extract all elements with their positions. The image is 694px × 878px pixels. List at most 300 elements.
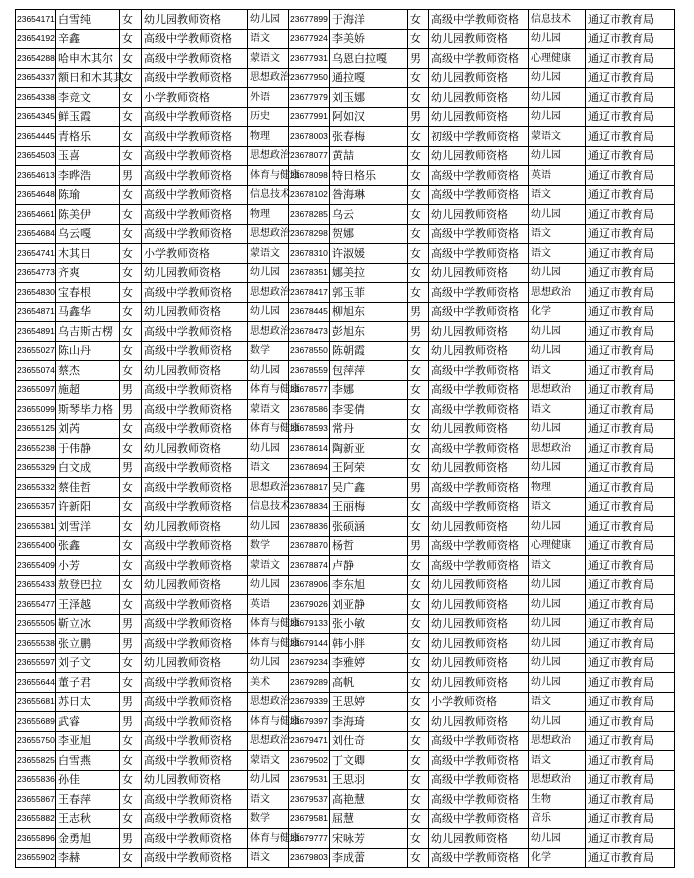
right-gender-cell: 女 [408,263,429,283]
left-id-cell: 23655357 [16,497,56,517]
left-subject-cell: 体育与健康 [248,166,289,186]
left-name-cell: 董子君 [56,673,120,693]
left-subject-cell: 幼儿园 [248,361,289,381]
office-cell: 通辽市教育局 [586,556,675,576]
left-qualification-cell: 幼儿园教师资格 [142,439,248,459]
office-cell: 通辽市教育局 [586,107,675,127]
table-row [16,322,675,342]
right-subject-cell: 幼儿园 [529,419,586,439]
office-cell: 通辽市教育局 [586,283,675,303]
left-id-cell: 23655538 [16,634,56,654]
left-gender-cell: 男 [120,380,142,400]
left-name-cell: 孙佳 [56,770,120,790]
right-id-cell: 23678836 [289,517,330,537]
right-id-cell: 23678102 [289,185,330,205]
right-qualification-cell: 幼儿园教师资格 [429,653,529,673]
office-cell: 通辽市教育局 [586,146,675,166]
right-name-cell: 彭旭东 [330,322,408,342]
right-id-cell: 23679339 [289,692,330,712]
left-subject-cell: 幼儿园 [248,653,289,673]
left-id-cell: 23655597 [16,653,56,673]
right-subject-cell: 幼儿园 [529,29,586,49]
left-id-cell: 23655074 [16,361,56,381]
left-name-cell: 苏日太 [56,692,120,712]
table-row [16,419,675,439]
left-gender-cell: 男 [120,166,142,186]
right-qualification-cell: 幼儿园教师资格 [429,673,529,693]
right-id-cell: 23677931 [289,49,330,69]
left-gender-cell: 女 [120,575,142,595]
office-cell: 通辽市教育局 [586,224,675,244]
right-id-cell: 23677979 [289,88,330,108]
right-subject-cell: 幼儿园 [529,595,586,615]
right-qualification-cell: 高级中学教师资格 [429,380,529,400]
right-subject-cell: 语文 [529,224,586,244]
right-id-cell: 23679234 [289,653,330,673]
right-gender-cell: 女 [408,458,429,478]
left-subject-cell: 体育与健康 [248,712,289,732]
right-id-cell: 23678445 [289,302,330,322]
office-cell: 通辽市教育局 [586,88,675,108]
left-gender-cell: 女 [120,341,142,361]
right-qualification-cell: 小学教师资格 [429,692,529,712]
left-gender-cell: 男 [120,458,142,478]
left-name-cell: 刘芮 [56,419,120,439]
right-qualification-cell: 高级中学教师资格 [429,224,529,244]
left-id-cell: 23655505 [16,614,56,634]
right-name-cell: 王思婷 [330,692,408,712]
left-qualification-cell: 高级中学教师资格 [142,419,248,439]
right-name-cell: 卢静 [330,556,408,576]
left-id-cell: 23655332 [16,478,56,498]
right-name-cell: 刘仕奇 [330,731,408,751]
right-gender-cell: 女 [408,283,429,303]
left-name-cell: 蔡杰 [56,361,120,381]
left-id-cell: 23654171 [16,10,56,30]
right-name-cell: 刘亚静 [330,595,408,615]
right-qualification-cell: 高级中学教师资格 [429,10,529,30]
left-name-cell: 李赫 [56,848,120,868]
left-id-cell: 23654288 [16,49,56,69]
office-cell: 通辽市教育局 [586,614,675,634]
right-id-cell: 23678310 [289,244,330,264]
office-cell: 通辽市教育局 [586,517,675,537]
right-subject-cell: 语文 [529,497,586,517]
right-qualification-cell: 高级中学教师资格 [429,731,529,751]
left-subject-cell: 幼儿园 [248,517,289,537]
left-qualification-cell: 高级中学教师资格 [142,595,248,615]
table-row [16,88,675,108]
right-subject-cell: 思想政治 [529,439,586,459]
left-subject-cell: 思想政治 [248,478,289,498]
right-name-cell: 屈慧 [330,809,408,829]
left-name-cell: 王春萍 [56,790,120,810]
left-name-cell: 张鑫 [56,536,120,556]
left-qualification-cell: 高级中学教师资格 [142,614,248,634]
left-subject-cell: 美术 [248,673,289,693]
right-qualification-cell: 高级中学教师资格 [429,49,529,69]
left-gender-cell: 女 [120,439,142,459]
left-qualification-cell: 高级中学教师资格 [142,380,248,400]
left-qualification-cell: 高级中学教师资格 [142,634,248,654]
left-qualification-cell: 高级中学教师资格 [142,185,248,205]
office-cell: 通辽市教育局 [586,751,675,771]
right-gender-cell: 女 [408,166,429,186]
table-row [16,575,675,595]
left-name-cell: 白雪燕 [56,751,120,771]
right-qualification-cell: 幼儿园教师资格 [429,29,529,49]
right-name-cell: 李成蕾 [330,848,408,868]
right-gender-cell: 男 [408,536,429,556]
office-cell: 通辽市教育局 [586,302,675,322]
right-gender-cell: 男 [408,478,429,498]
left-qualification-cell: 高级中学教师资格 [142,68,248,88]
left-qualification-cell: 幼儿园教师资格 [142,361,248,381]
left-qualification-cell: 高级中学教师资格 [142,29,248,49]
right-subject-cell: 幼儿园 [529,575,586,595]
table-row [16,127,675,147]
right-qualification-cell: 幼儿园教师资格 [429,205,529,225]
right-id-cell: 23678906 [289,575,330,595]
right-name-cell: 包萍萍 [330,361,408,381]
table-row [16,829,675,849]
left-id-cell: 23655644 [16,673,56,693]
right-qualification-cell: 幼儿园教师资格 [429,419,529,439]
right-qualification-cell: 幼儿园教师资格 [429,107,529,127]
right-id-cell: 23678694 [289,458,330,478]
right-gender-cell: 男 [408,322,429,342]
left-name-cell: 白雪纯 [56,10,120,30]
left-subject-cell: 语文 [248,848,289,868]
right-qualification-cell: 高级中学教师资格 [429,166,529,186]
right-gender-cell: 女 [408,653,429,673]
left-name-cell: 陈美伊 [56,205,120,225]
left-gender-cell: 女 [120,107,142,127]
left-qualification-cell: 高级中学教师资格 [142,322,248,342]
left-name-cell: 王志秋 [56,809,120,829]
left-gender-cell: 男 [120,829,142,849]
table-row [16,634,675,654]
table-row [16,400,675,420]
right-subject-cell: 语文 [529,361,586,381]
left-name-cell: 陈山丹 [56,341,120,361]
left-name-cell: 斯琴毕力格 [56,400,120,420]
right-qualification-cell: 高级中学教师资格 [429,790,529,810]
right-subject-cell: 物理 [529,478,586,498]
left-id-cell: 23654345 [16,107,56,127]
table-row [16,809,675,829]
left-subject-cell: 幼儿园 [248,575,289,595]
right-gender-cell: 女 [408,10,429,30]
left-qualification-cell: 高级中学教师资格 [142,536,248,556]
left-id-cell: 23655381 [16,517,56,537]
right-subject-cell: 化学 [529,848,586,868]
right-gender-cell: 女 [408,146,429,166]
right-qualification-cell: 高级中学教师资格 [429,283,529,303]
left-gender-cell: 女 [120,478,142,498]
left-qualification-cell: 小学教师资格 [142,244,248,264]
office-cell: 通辽市教育局 [586,166,675,186]
right-gender-cell: 女 [408,595,429,615]
left-name-cell: 刘子文 [56,653,120,673]
office-cell: 通辽市教育局 [586,673,675,693]
left-id-cell: 23654830 [16,283,56,303]
left-subject-cell: 英语 [248,595,289,615]
office-cell: 通辽市教育局 [586,458,675,478]
left-name-cell: 齐爽 [56,263,120,283]
right-qualification-cell: 幼儿园教师资格 [429,614,529,634]
table-row [16,517,675,537]
left-subject-cell: 幼儿园 [248,439,289,459]
right-gender-cell: 女 [408,419,429,439]
left-gender-cell: 女 [120,361,142,381]
right-name-cell: 丁文卿 [330,751,408,771]
right-subject-cell: 幼儿园 [529,634,586,654]
right-gender-cell: 女 [408,127,429,147]
right-subject-cell: 幼儿园 [529,673,586,693]
left-id-cell: 23654684 [16,224,56,244]
right-qualification-cell: 高级中学教师资格 [429,809,529,829]
right-name-cell: 张硕涵 [330,517,408,537]
left-subject-cell: 思想政治 [248,224,289,244]
left-qualification-cell: 高级中学教师资格 [142,341,248,361]
left-gender-cell: 女 [120,322,142,342]
left-subject-cell: 幼儿园 [248,10,289,30]
right-qualification-cell: 高级中学教师资格 [429,439,529,459]
table-row [16,751,675,771]
left-gender-cell: 女 [120,770,142,790]
left-gender-cell: 女 [120,263,142,283]
left-subject-cell: 幼儿园 [248,263,289,283]
left-gender-cell: 女 [120,146,142,166]
right-name-cell: 王丽梅 [330,497,408,517]
right-id-cell: 23679289 [289,673,330,693]
right-name-cell: 通拉嘎 [330,68,408,88]
right-id-cell: 23678473 [289,322,330,342]
right-id-cell: 23679133 [289,614,330,634]
table-row [16,146,675,166]
left-gender-cell: 男 [120,712,142,732]
office-cell: 通辽市教育局 [586,653,675,673]
right-subject-cell: 音乐 [529,809,586,829]
table-row [16,380,675,400]
right-id-cell: 23679471 [289,731,330,751]
right-name-cell: 韩小胖 [330,634,408,654]
left-id-cell: 23654338 [16,88,56,108]
left-id-cell: 23655477 [16,595,56,615]
left-id-cell: 23655238 [16,439,56,459]
left-qualification-cell: 幼儿园教师资格 [142,302,248,322]
left-qualification-cell: 高级中学教师资格 [142,107,248,127]
left-id-cell: 23655027 [16,341,56,361]
left-gender-cell: 男 [120,692,142,712]
right-name-cell: 吴广鑫 [330,478,408,498]
left-gender-cell: 男 [120,634,142,654]
office-cell: 通辽市教育局 [586,244,675,264]
right-gender-cell: 女 [408,848,429,868]
left-id-cell: 23655097 [16,380,56,400]
right-qualification-cell: 高级中学教师资格 [429,848,529,868]
left-gender-cell: 女 [120,88,142,108]
right-id-cell: 23678614 [289,439,330,459]
right-id-cell: 23679537 [289,790,330,810]
left-id-cell: 23655750 [16,731,56,751]
right-name-cell: 柳旭东 [330,302,408,322]
right-qualification-cell: 高级中学教师资格 [429,478,529,498]
right-qualification-cell: 幼儿园教师资格 [429,263,529,283]
right-name-cell: 许淑媛 [330,244,408,264]
right-subject-cell: 思想政治 [529,380,586,400]
right-id-cell: 23678870 [289,536,330,556]
left-gender-cell: 女 [120,653,142,673]
left-name-cell: 小芳 [56,556,120,576]
right-qualification-cell: 幼儿园教师资格 [429,712,529,732]
left-gender-cell: 女 [120,809,142,829]
left-id-cell: 23655902 [16,848,56,868]
right-qualification-cell: 高级中学教师资格 [429,302,529,322]
office-cell: 通辽市教育局 [586,575,675,595]
table-row [16,10,675,30]
right-name-cell: 陈朝霞 [330,341,408,361]
right-id-cell: 23677950 [289,68,330,88]
right-name-cell: 杨哲 [330,536,408,556]
right-gender-cell: 女 [408,29,429,49]
left-id-cell: 23655867 [16,790,56,810]
office-cell: 通辽市教育局 [586,185,675,205]
right-subject-cell: 幼儿园 [529,107,586,127]
right-subject-cell: 语文 [529,244,586,264]
right-id-cell: 23677991 [289,107,330,127]
left-subject-cell: 数学 [248,809,289,829]
left-subject-cell: 思想政治 [248,731,289,751]
table-row [16,790,675,810]
left-name-cell: 许新阳 [56,497,120,517]
right-subject-cell: 语文 [529,556,586,576]
right-id-cell: 23678351 [289,263,330,283]
left-id-cell: 23654741 [16,244,56,264]
office-cell: 通辽市教育局 [586,400,675,420]
office-cell: 通辽市教育局 [586,68,675,88]
right-qualification-cell: 高级中学教师资格 [429,185,529,205]
right-id-cell: 23678077 [289,146,330,166]
left-name-cell: 陈瑜 [56,185,120,205]
left-id-cell: 23655409 [16,556,56,576]
left-gender-cell: 女 [120,302,142,322]
right-subject-cell: 心理健康 [529,536,586,556]
left-subject-cell: 幼儿园 [248,302,289,322]
office-cell: 通辽市教育局 [586,731,675,751]
left-qualification-cell: 高级中学教师资格 [142,692,248,712]
office-cell: 通辽市教育局 [586,829,675,849]
left-subject-cell: 信息技术 [248,497,289,517]
right-gender-cell: 女 [408,205,429,225]
right-id-cell: 23679803 [289,848,330,868]
right-gender-cell: 女 [408,439,429,459]
left-gender-cell: 女 [120,127,142,147]
left-name-cell: 白文成 [56,458,120,478]
left-name-cell: 敖登巴拉 [56,575,120,595]
left-subject-cell: 语文 [248,458,289,478]
right-subject-cell: 语文 [529,751,586,771]
right-subject-cell: 语文 [529,692,586,712]
left-id-cell: 23655689 [16,712,56,732]
left-name-cell: 刘雪洋 [56,517,120,537]
right-id-cell: 23678817 [289,478,330,498]
right-gender-cell: 女 [408,185,429,205]
table-row [16,244,675,264]
left-id-cell: 23655882 [16,809,56,829]
left-gender-cell: 女 [120,68,142,88]
left-gender-cell: 女 [120,419,142,439]
left-subject-cell: 蒙语文 [248,751,289,771]
right-qualification-cell: 高级中学教师资格 [429,770,529,790]
left-subject-cell: 蒙语文 [248,400,289,420]
right-subject-cell: 幼儿园 [529,263,586,283]
right-id-cell: 23678874 [289,556,330,576]
right-subject-cell: 语文 [529,185,586,205]
left-qualification-cell: 幼儿园教师资格 [142,10,248,30]
left-name-cell: 施超 [56,380,120,400]
left-id-cell: 23655433 [16,575,56,595]
right-name-cell: 陶新亚 [330,439,408,459]
right-qualification-cell: 幼儿园教师资格 [429,517,529,537]
left-name-cell: 乌吉斯古楞 [56,322,120,342]
left-qualification-cell: 高级中学教师资格 [142,146,248,166]
right-subject-cell: 幼儿园 [529,653,586,673]
right-subject-cell: 幼儿园 [529,458,586,478]
roster-table [15,9,675,868]
right-gender-cell: 男 [408,302,429,322]
left-name-cell: 玉喜 [56,146,120,166]
table-row [16,770,675,790]
table-row [16,185,675,205]
left-subject-cell: 信息技术 [248,185,289,205]
left-id-cell: 23655125 [16,419,56,439]
left-subject-cell: 思想政治 [248,283,289,303]
right-id-cell: 23678285 [289,205,330,225]
left-subject-cell: 蒙语文 [248,49,289,69]
right-qualification-cell: 幼儿园教师资格 [429,68,529,88]
office-cell: 通辽市教育局 [586,439,675,459]
right-subject-cell: 蒙语文 [529,127,586,147]
left-name-cell: 武睿 [56,712,120,732]
right-gender-cell: 女 [408,556,429,576]
left-name-cell: 李晔浩 [56,166,120,186]
left-name-cell: 宝春根 [56,283,120,303]
right-subject-cell: 幼儿园 [529,341,586,361]
left-name-cell: 鲜玉霞 [56,107,120,127]
right-id-cell: 23679581 [289,809,330,829]
table-row [16,68,675,88]
left-gender-cell: 男 [120,400,142,420]
left-qualification-cell: 高级中学教师资格 [142,478,248,498]
table-row [16,439,675,459]
office-cell: 通辽市教育局 [586,380,675,400]
left-id-cell: 23654613 [16,166,56,186]
table-row [16,497,675,517]
right-id-cell: 23678834 [289,497,330,517]
office-cell: 通辽市教育局 [586,536,675,556]
left-gender-cell: 女 [120,848,142,868]
left-subject-cell: 蒙语文 [248,556,289,576]
left-subject-cell: 外语 [248,88,289,108]
table-row [16,614,675,634]
left-qualification-cell: 高级中学教师资格 [142,790,248,810]
office-cell: 通辽市教育局 [586,361,675,381]
left-qualification-cell: 高级中学教师资格 [142,205,248,225]
office-cell: 通辽市教育局 [586,419,675,439]
office-cell: 通辽市教育局 [586,809,675,829]
